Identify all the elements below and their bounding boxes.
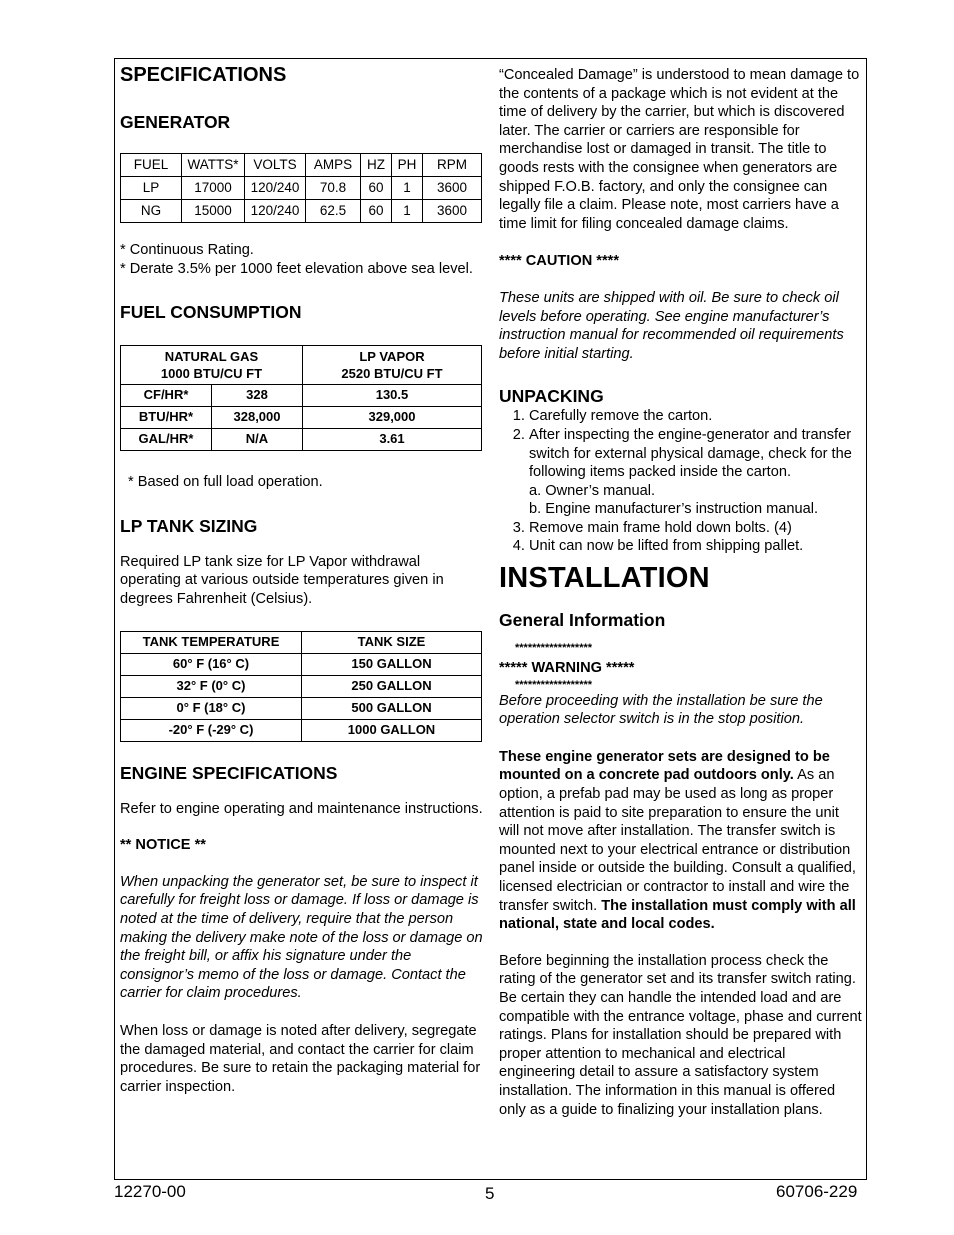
left-column bbox=[120, 62, 485, 1096]
lp-tank-table bbox=[120, 631, 482, 742]
installation-heading: INSTALLATION bbox=[499, 562, 710, 595]
list-subitem: a. Owner’s manual. bbox=[529, 482, 655, 499]
footer-part-number: 60706-229 bbox=[776, 1182, 858, 1201]
warning-stars-bottom: ****************** bbox=[515, 678, 593, 691]
table-row: FUEL WATTS* VOLTS AMPS HZ PH RPM bbox=[121, 154, 482, 177]
caution-label: **** CAUTION **** bbox=[499, 253, 620, 270]
generator-table bbox=[120, 153, 482, 223]
table-row: 60° F (16° C) 150 GALLON bbox=[121, 653, 482, 675]
loss-damage-text: When loss or damage is noted after delivery, segregate the damaged material, and contact the carrier for claim procedures. Be sure to retain the packaging material for carrier inspection. bbox=[120, 1022, 481, 1095]
derate-note: * Derate 3.5% per 1000 feet elevation above sea level. bbox=[120, 260, 473, 277]
lp-tank-sizing-heading: LP TANK SIZING bbox=[120, 515, 258, 536]
warning-label: ***** WARNING ***** bbox=[499, 660, 635, 677]
table-row: NATURAL GAS 1000 BTU/CU FT LP VAPOR 2520 BTU/CU FT bbox=[121, 346, 482, 385]
notice-label: ** NOTICE ** bbox=[120, 837, 206, 854]
footer-doc-number: 12270-00 bbox=[114, 1182, 186, 1201]
list-item: 4. Unit can now be lifted from shipping pallet. bbox=[529, 537, 863, 556]
caution-text: These units are shipped with oil. Be sure to check oil levels before operating. See engine manufacturer’s instruction manual for recommended oil requirements before initial starting. bbox=[499, 289, 844, 362]
table-row: GAL/HR* N/A 3.61 bbox=[121, 429, 482, 451]
table-row: TANK TEMPERATURE TANK SIZE bbox=[121, 631, 482, 653]
warning-text: Before proceeding with the installation be sure the operation selector switch is in the stop position. bbox=[499, 692, 823, 728]
engine-text: Refer to engine operating and maintenance instructions. bbox=[120, 800, 483, 817]
list-subitem: b. Engine manufacturer’s instruction manual. bbox=[529, 501, 819, 518]
concealed-damage-text: “Concealed Damage” is understood to mean damage to the contents of a package which is not evident at the time of delivery by the carrier, but which is discovered later. The carrier or carriers are responsible for merchandise lost or damaged in transit. The title to goods rests with the consignee when generators are shipped F.O.B. factory, and only the consignee can legally file a claim. Please note, most carriers have a time limit for filing concealed damage claims. bbox=[499, 67, 860, 232]
specifications-title: SPECIFICATIONS bbox=[120, 64, 287, 86]
table-row: -20° F (-29° C) 1000 GALLON bbox=[121, 719, 482, 741]
generator-heading: GENERATOR bbox=[120, 112, 231, 132]
mounting-paragraph: These engine generator sets are designed to be mounted on a concrete pad outdoors only. As an option, a prefab pad may be used as long as proper attention is paid to site preparation to ensure the unit will not move after installation. The transfer switch is mounted next to your electrical entrance or distribution panel inside or outside the building. Consult a qualified, licensed electrician or contractor to install and wire the transfer switch. The installation must comply with all national, state and local codes. bbox=[499, 748, 856, 933]
notice-text: When unpacking the generator set, be sure to inspect it carefully for freight loss or damage. If loss or damage is noted at the time of delivery, require that the person making the delivery make note of the loss or damage on the freight bill, or affix his signature under the consignor’s memo of the loss or damage. Contact the carrier for claim procedures. bbox=[120, 873, 483, 1002]
table-row: BTU/HR* 328,000 329,000 bbox=[121, 407, 482, 429]
continuous-rating-note: * Continuous Rating. bbox=[120, 242, 254, 258]
warning-stars-top: ****************** bbox=[515, 642, 593, 655]
unpacking-list bbox=[499, 407, 863, 556]
table-row: 32° F (0° C) 250 GALLON bbox=[121, 675, 482, 697]
general-information-heading: General Information bbox=[499, 610, 666, 631]
before-installation-paragraph: Before beginning the installation process check the rating of the generator set and its transfer switch rating. Be certain they can handle the intended load and are compatible with the entrance voltage, phase and current ratings. Plans for installation should be prepared with proper attention to mechanical and electrical engineering detail to assure a satisfactory system installation. The information in this manual is offered only as a guide to finalizing your installation plans. bbox=[499, 952, 862, 1118]
table-row: NG 15000 120/240 62.5 60 1 3600 bbox=[121, 200, 482, 223]
page-number: 5 bbox=[485, 1184, 495, 1203]
list-item: 3. Remove main frame hold down bolts. (4) bbox=[529, 519, 863, 538]
full-load-note: * Based on full load operation. bbox=[128, 474, 323, 491]
unpacking-heading: UNPACKING bbox=[499, 386, 604, 407]
table-row: 0° F (18° C) 500 GALLON bbox=[121, 697, 482, 719]
lp-tank-intro: Required LP tank size for LP Vapor withdrawal operating at various outside temperatures given in degrees Fahrenheit (Celsius). bbox=[120, 553, 444, 607]
table-row: LP 17000 120/240 70.8 60 1 3600 bbox=[121, 177, 482, 200]
engine-specifications-heading: ENGINE SPECIFICATIONS bbox=[120, 762, 338, 783]
table-row: CF/HR* 328 130.5 bbox=[121, 385, 482, 407]
fuel-consumption-heading: FUEL CONSUMPTION bbox=[120, 302, 302, 323]
list-item: 1. Carefully remove the carton. bbox=[529, 407, 863, 426]
list-item: 2. After inspecting the engine-generator and transfer switch for external physical damage, check for the following items packed inside the carton. a. Owner’s manual. b. Engine manufacturer’s instruction manual. bbox=[529, 426, 863, 519]
fuel-consumption-table bbox=[120, 345, 482, 451]
right-column bbox=[499, 66, 863, 1119]
